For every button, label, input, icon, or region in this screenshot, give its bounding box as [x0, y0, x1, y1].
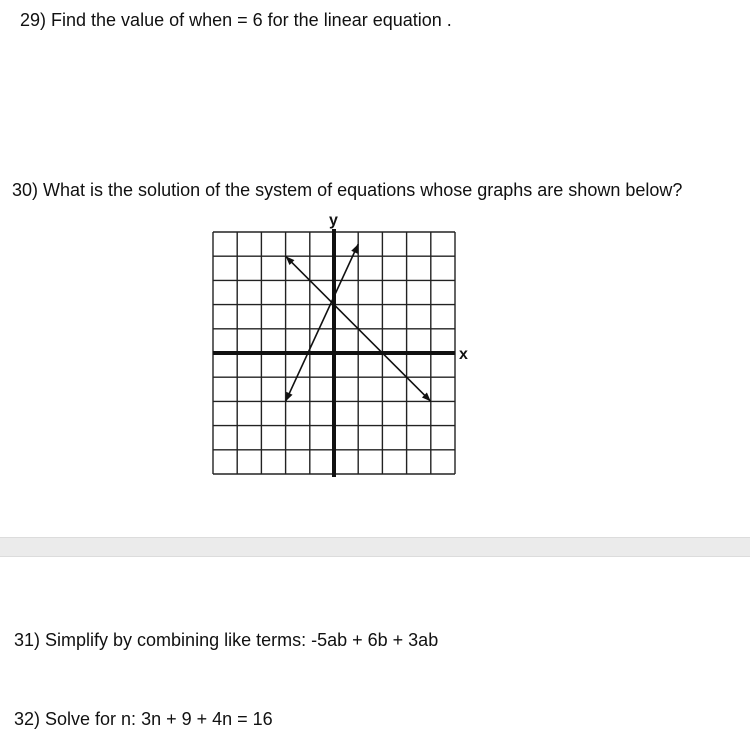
question-32: 32) Solve for n: 3n + 9 + 4n = 16	[14, 709, 273, 729]
question-31: 31) Simplify by combining like terms: -5ab + 6b + 3ab	[14, 630, 439, 650]
axes	[213, 229, 455, 477]
arrowhead-end-line-1	[351, 244, 358, 254]
arrowhead-start-line-1	[286, 392, 293, 402]
x-axis-label: x	[459, 346, 468, 363]
y-axis-label: y	[329, 212, 338, 229]
section-divider	[0, 537, 750, 557]
coordinate-graph	[200, 205, 490, 485]
question-30: 30) What is the solution of the system of equations whose graphs are shown below?	[12, 180, 683, 200]
question-29: 29) Find the value of when = 6 for the linear equation .	[20, 10, 452, 30]
